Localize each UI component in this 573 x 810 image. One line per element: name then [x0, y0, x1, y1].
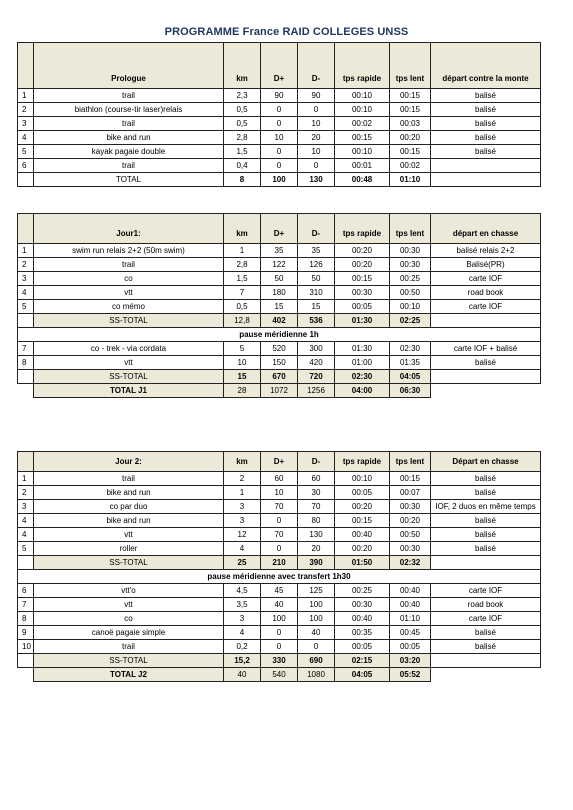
start-type-cell: Balisé(PR) [431, 258, 541, 272]
dplus-cell: 180 [261, 286, 298, 300]
slow-time-cell: 01:10 [390, 612, 431, 626]
dminus-cell: 10 [298, 145, 335, 159]
dminus-cell: 30 [298, 486, 335, 500]
start-type-cell: carte IOF [431, 300, 541, 314]
jour1-subtotal-afternoon: SS-TOTAL 15 670 720 02:30 04:05 [18, 370, 541, 384]
header-km: km [224, 214, 261, 244]
table-row [18, 258, 541, 272]
slow-time-cell: 00:45 [390, 626, 431, 640]
dminus-cell: 40 [298, 626, 335, 640]
activity-cell: kayak pagaie double [34, 145, 224, 159]
header-fast-time: tps rapide [335, 43, 390, 89]
activity-cell: vtt [34, 598, 224, 612]
table-row [18, 286, 541, 300]
row-number: 5 [18, 145, 34, 159]
activity-cell: swim run relais 2+2 (50m swim) [34, 244, 224, 258]
header-dplus: D+ [261, 452, 298, 472]
start-type-cell: balisé [431, 472, 541, 486]
dplus-cell: 0 [261, 145, 298, 159]
km-cell: 2 [224, 472, 261, 486]
slow-time-cell: 00:20 [390, 514, 431, 528]
start-type-cell: balisé [431, 640, 541, 654]
table-row [18, 640, 541, 654]
row-number: 4 [18, 528, 34, 542]
fast-time-cell: 00:10 [335, 472, 390, 486]
dminus-cell: 50 [298, 272, 335, 286]
start-type-cell: road book [431, 286, 541, 300]
slow-time-cell: 00:40 [390, 584, 431, 598]
table-row [18, 356, 541, 370]
dplus-cell: 10 [261, 131, 298, 145]
row-number: 4 [18, 131, 34, 145]
start-type-cell: balisé [431, 626, 541, 640]
km-cell: 10 [224, 356, 261, 370]
km-cell: 4 [224, 626, 261, 640]
slow-time-cell: 00:30 [390, 244, 431, 258]
dminus-cell: 300 [298, 342, 335, 356]
start-type-cell: balisé [431, 89, 541, 103]
table-row [18, 486, 541, 500]
header-start-type: départ contre la monte [431, 43, 541, 89]
fast-time-cell: 00:40 [335, 612, 390, 626]
start-type-cell: balisé [431, 131, 541, 145]
fast-time-cell: 00:15 [335, 514, 390, 528]
slow-time-cell: 01:35 [390, 356, 431, 370]
fast-time-cell: 00:25 [335, 584, 390, 598]
table-row [18, 145, 541, 159]
header-slow-time: tps lent [390, 452, 431, 472]
fast-time-cell: 00:05 [335, 640, 390, 654]
table-row [18, 89, 541, 103]
activity-cell: trail [34, 117, 224, 131]
table-row [18, 159, 541, 173]
km-cell: 2,3 [224, 89, 261, 103]
activity-cell: vtt [34, 356, 224, 370]
row-number: 9 [18, 626, 34, 640]
header-activity: Prologue [34, 43, 224, 89]
prologue-table [17, 42, 541, 187]
km-cell: 0,2 [224, 640, 261, 654]
km-cell: 1 [224, 486, 261, 500]
row-number: 3 [18, 272, 34, 286]
dplus-cell: 50 [261, 272, 298, 286]
start-type-cell: balisé [431, 145, 541, 159]
km-cell: 1 [224, 244, 261, 258]
slow-time-cell: 00:25 [390, 272, 431, 286]
dplus-cell: 0 [261, 626, 298, 640]
dplus-cell: 0 [261, 159, 298, 173]
header-dminus: D- [298, 452, 335, 472]
row-number: 3 [18, 500, 34, 514]
header-dplus: D+ [261, 214, 298, 244]
table-row [18, 612, 541, 626]
fast-time-cell: 00:05 [335, 486, 390, 500]
activity-cell: co par duo [34, 500, 224, 514]
fast-time-cell: 00:02 [335, 117, 390, 131]
slow-time-cell: 00:40 [390, 598, 431, 612]
row-number: 7 [18, 342, 34, 356]
dplus-cell: 15 [261, 300, 298, 314]
slow-time-cell: 00:15 [390, 103, 431, 117]
start-type-cell: balisé [431, 103, 541, 117]
header-activity: Jour1: [34, 214, 224, 244]
slow-time-cell: 00:30 [390, 542, 431, 556]
dminus-cell: 0 [298, 103, 335, 117]
fast-time-cell: 00:10 [335, 103, 390, 117]
fast-time-cell: 00:01 [335, 159, 390, 173]
dplus-cell: 60 [261, 472, 298, 486]
dminus-cell: 0 [298, 159, 335, 173]
fast-time-cell: 00:05 [335, 300, 390, 314]
table-row [18, 300, 541, 314]
start-type-cell: balisé [431, 486, 541, 500]
activity-cell: trail [34, 640, 224, 654]
table-row [18, 103, 541, 117]
dminus-cell: 126 [298, 258, 335, 272]
row-number: 1 [18, 89, 34, 103]
dminus-cell: 100 [298, 612, 335, 626]
activity-cell: trail [34, 89, 224, 103]
row-number: 5 [18, 542, 34, 556]
table-row [18, 472, 541, 486]
start-type-cell: carte IOF [431, 612, 541, 626]
header-start-type: Départ en chasse [431, 452, 541, 472]
prologue-total-row: TOTAL 8 100 130 00:48 01:10 [18, 173, 541, 187]
dminus-cell: 130 [298, 528, 335, 542]
row-number: 8 [18, 356, 34, 370]
row-number: 2 [18, 258, 34, 272]
km-cell: 3 [224, 500, 261, 514]
jour1-grand-total-row: TOTAL J1 28 1072 1256 04:00 06:30 [18, 384, 541, 398]
dplus-cell: 0 [261, 542, 298, 556]
fast-time-cell: 00:40 [335, 528, 390, 542]
table-row [18, 598, 541, 612]
dplus-cell: 45 [261, 584, 298, 598]
row-number: 5 [18, 300, 34, 314]
fast-time-cell: 00:20 [335, 244, 390, 258]
dplus-cell: 122 [261, 258, 298, 272]
start-type-cell: balisé [431, 117, 541, 131]
km-cell: 0,5 [224, 300, 261, 314]
km-cell: 7 [224, 286, 261, 300]
slow-time-cell: 00:15 [390, 472, 431, 486]
dplus-cell: 70 [261, 528, 298, 542]
start-type-cell [431, 159, 541, 173]
dminus-cell: 10 [298, 117, 335, 131]
start-type-cell: balisé [431, 542, 541, 556]
dminus-cell: 70 [298, 500, 335, 514]
dminus-cell: 60 [298, 472, 335, 486]
km-cell: 12 [224, 528, 261, 542]
dplus-cell: 0 [261, 514, 298, 528]
activity-cell: canoë pagaie simple [34, 626, 224, 640]
table-row [18, 131, 541, 145]
km-cell: 1,5 [224, 272, 261, 286]
dminus-cell: 420 [298, 356, 335, 370]
slow-time-cell: 00:50 [390, 528, 431, 542]
row-number: 10 [18, 640, 34, 654]
dplus-cell: 0 [261, 103, 298, 117]
start-type-cell: IOF, 2 duos en même temps [431, 500, 541, 514]
row-number: 1 [18, 472, 34, 486]
fast-time-cell: 00:20 [335, 500, 390, 514]
header-dplus: D+ [261, 43, 298, 89]
dplus-cell: 100 [261, 612, 298, 626]
dplus-cell: 0 [261, 640, 298, 654]
slow-time-cell: 00:05 [390, 640, 431, 654]
table-row [18, 626, 541, 640]
table-row [18, 542, 541, 556]
dminus-cell: 90 [298, 89, 335, 103]
table-row [18, 272, 541, 286]
km-cell: 0,5 [224, 117, 261, 131]
header-activity: Jour 2: [34, 452, 224, 472]
table-row [18, 584, 541, 598]
fast-time-cell: 01:30 [335, 342, 390, 356]
start-type-cell: road book [431, 598, 541, 612]
row-number: 6 [18, 584, 34, 598]
dplus-cell: 35 [261, 244, 298, 258]
prologue-rows [18, 89, 541, 173]
row-number: 4 [18, 286, 34, 300]
activity-cell: roller [34, 542, 224, 556]
dminus-cell: 0 [298, 640, 335, 654]
dminus-cell: 35 [298, 244, 335, 258]
start-type-cell: carte IOF [431, 272, 541, 286]
dplus-cell: 70 [261, 500, 298, 514]
jour2-rows-afternoon [18, 584, 541, 654]
start-type-cell: balisé [431, 528, 541, 542]
dplus-cell: 0 [261, 117, 298, 131]
fast-time-cell: 00:15 [335, 131, 390, 145]
km-cell: 4,5 [224, 584, 261, 598]
fast-time-cell: 00:20 [335, 542, 390, 556]
jour1-rows-morning [18, 244, 541, 314]
dminus-cell: 310 [298, 286, 335, 300]
fast-time-cell: 01:00 [335, 356, 390, 370]
activity-cell: bike and run [34, 131, 224, 145]
jour1-table [17, 213, 541, 398]
start-type-cell: carte IOF [431, 584, 541, 598]
dminus-cell: 80 [298, 514, 335, 528]
dminus-cell: 15 [298, 300, 335, 314]
km-cell: 3 [224, 612, 261, 626]
table-row [18, 244, 541, 258]
km-cell: 2,8 [224, 258, 261, 272]
header-slow-time: tps lent [390, 214, 431, 244]
activity-cell: co [34, 272, 224, 286]
activity-cell: co [34, 612, 224, 626]
jour2-pause-row: pause méridienne avec transfert 1h30 [18, 570, 541, 584]
header-number-cell [18, 43, 34, 89]
dplus-cell: 90 [261, 89, 298, 103]
activity-cell: trail [34, 159, 224, 173]
activity-cell: trail [34, 258, 224, 272]
prologue-header-row [18, 43, 541, 89]
km-cell: 3,5 [224, 598, 261, 612]
km-cell: 4 [224, 542, 261, 556]
row-number: 7 [18, 598, 34, 612]
fast-time-cell: 00:30 [335, 286, 390, 300]
header-fast-time: tps rapide [335, 452, 390, 472]
km-cell: 3 [224, 514, 261, 528]
slow-time-cell: 00:20 [390, 131, 431, 145]
slow-time-cell: 00:30 [390, 258, 431, 272]
row-number: 6 [18, 159, 34, 173]
table-row [18, 117, 541, 131]
header-start-type: départ en chasse [431, 214, 541, 244]
slow-time-cell: 02:30 [390, 342, 431, 356]
slow-time-cell: 00:30 [390, 500, 431, 514]
activity-cell: bike and run [34, 514, 224, 528]
row-number: 8 [18, 612, 34, 626]
activity-cell: vtt [34, 286, 224, 300]
fast-time-cell: 00:10 [335, 89, 390, 103]
dminus-cell: 100 [298, 598, 335, 612]
header-dminus: D- [298, 43, 335, 89]
table-row [18, 514, 541, 528]
header-slow-time: tps lent [390, 43, 431, 89]
slow-time-cell: 00:15 [390, 145, 431, 159]
activity-cell: vtt'o [34, 584, 224, 598]
jour2-grand-total-row: TOTAL J2 40 540 1080 04:05 05:52 [18, 668, 541, 682]
fast-time-cell: 00:30 [335, 598, 390, 612]
fast-time-cell: 00:10 [335, 145, 390, 159]
dminus-cell: 20 [298, 131, 335, 145]
row-number: 2 [18, 103, 34, 117]
slow-time-cell: 00:07 [390, 486, 431, 500]
activity-cell: co mémo [34, 300, 224, 314]
row-number: 4 [18, 514, 34, 528]
km-cell: 0,5 [224, 103, 261, 117]
activity-cell: trail [34, 472, 224, 486]
activity-cell: co - trek - via cordata [34, 342, 224, 356]
slow-time-cell: 00:03 [390, 117, 431, 131]
jour1-pause-row: pause méridienne 1h [18, 328, 541, 342]
km-cell: 5 [224, 342, 261, 356]
header-dminus: D- [298, 214, 335, 244]
dplus-cell: 10 [261, 486, 298, 500]
slow-time-cell: 00:50 [390, 286, 431, 300]
dplus-cell: 520 [261, 342, 298, 356]
table-row [18, 500, 541, 514]
slow-time-cell: 00:15 [390, 89, 431, 103]
jour1-rows-afternoon [18, 342, 541, 370]
table-row [18, 528, 541, 542]
jour2-table [17, 451, 541, 682]
jour2-subtotal-morning: SS-TOTAL 25 210 390 01:50 02:32 [18, 556, 541, 570]
fast-time-cell: 00:20 [335, 258, 390, 272]
activity-cell: biathlon (course-tir laser)relais [34, 103, 224, 117]
slow-time-cell: 00:02 [390, 159, 431, 173]
dplus-cell: 40 [261, 598, 298, 612]
jour2-header-row [18, 452, 541, 472]
jour2-subtotal-afternoon: SS-TOTAL 15,2 330 690 02:15 03:20 [18, 654, 541, 668]
jour2-rows-morning [18, 472, 541, 556]
dplus-cell: 150 [261, 356, 298, 370]
row-number: 2 [18, 486, 34, 500]
fast-time-cell: 00:15 [335, 272, 390, 286]
start-type-cell: balisé relais 2+2 [431, 244, 541, 258]
activity-cell: vtt [34, 528, 224, 542]
start-type-cell: balisé [431, 514, 541, 528]
km-cell: 2,8 [224, 131, 261, 145]
header-km: km [224, 452, 261, 472]
activity-cell: bike and run [34, 486, 224, 500]
km-cell: 0,4 [224, 159, 261, 173]
row-number: 1 [18, 244, 34, 258]
dminus-cell: 20 [298, 542, 335, 556]
slow-time-cell: 00:10 [390, 300, 431, 314]
start-type-cell: carte IOF + balisé [431, 342, 541, 356]
header-fast-time: tps rapide [335, 214, 390, 244]
jour1-header-row [18, 214, 541, 244]
table-row [18, 342, 541, 356]
row-number: 3 [18, 117, 34, 131]
fast-time-cell: 00:35 [335, 626, 390, 640]
km-cell: 1,5 [224, 145, 261, 159]
header-km: km [224, 43, 261, 89]
start-type-cell: balisé [431, 356, 541, 370]
dminus-cell: 125 [298, 584, 335, 598]
jour1-subtotal-morning: SS-TOTAL 12,8 402 536 01:30 02:25 [18, 314, 541, 328]
page-title: PROGRAMME France RAID COLLEGES UNSS [164, 26, 409, 38]
